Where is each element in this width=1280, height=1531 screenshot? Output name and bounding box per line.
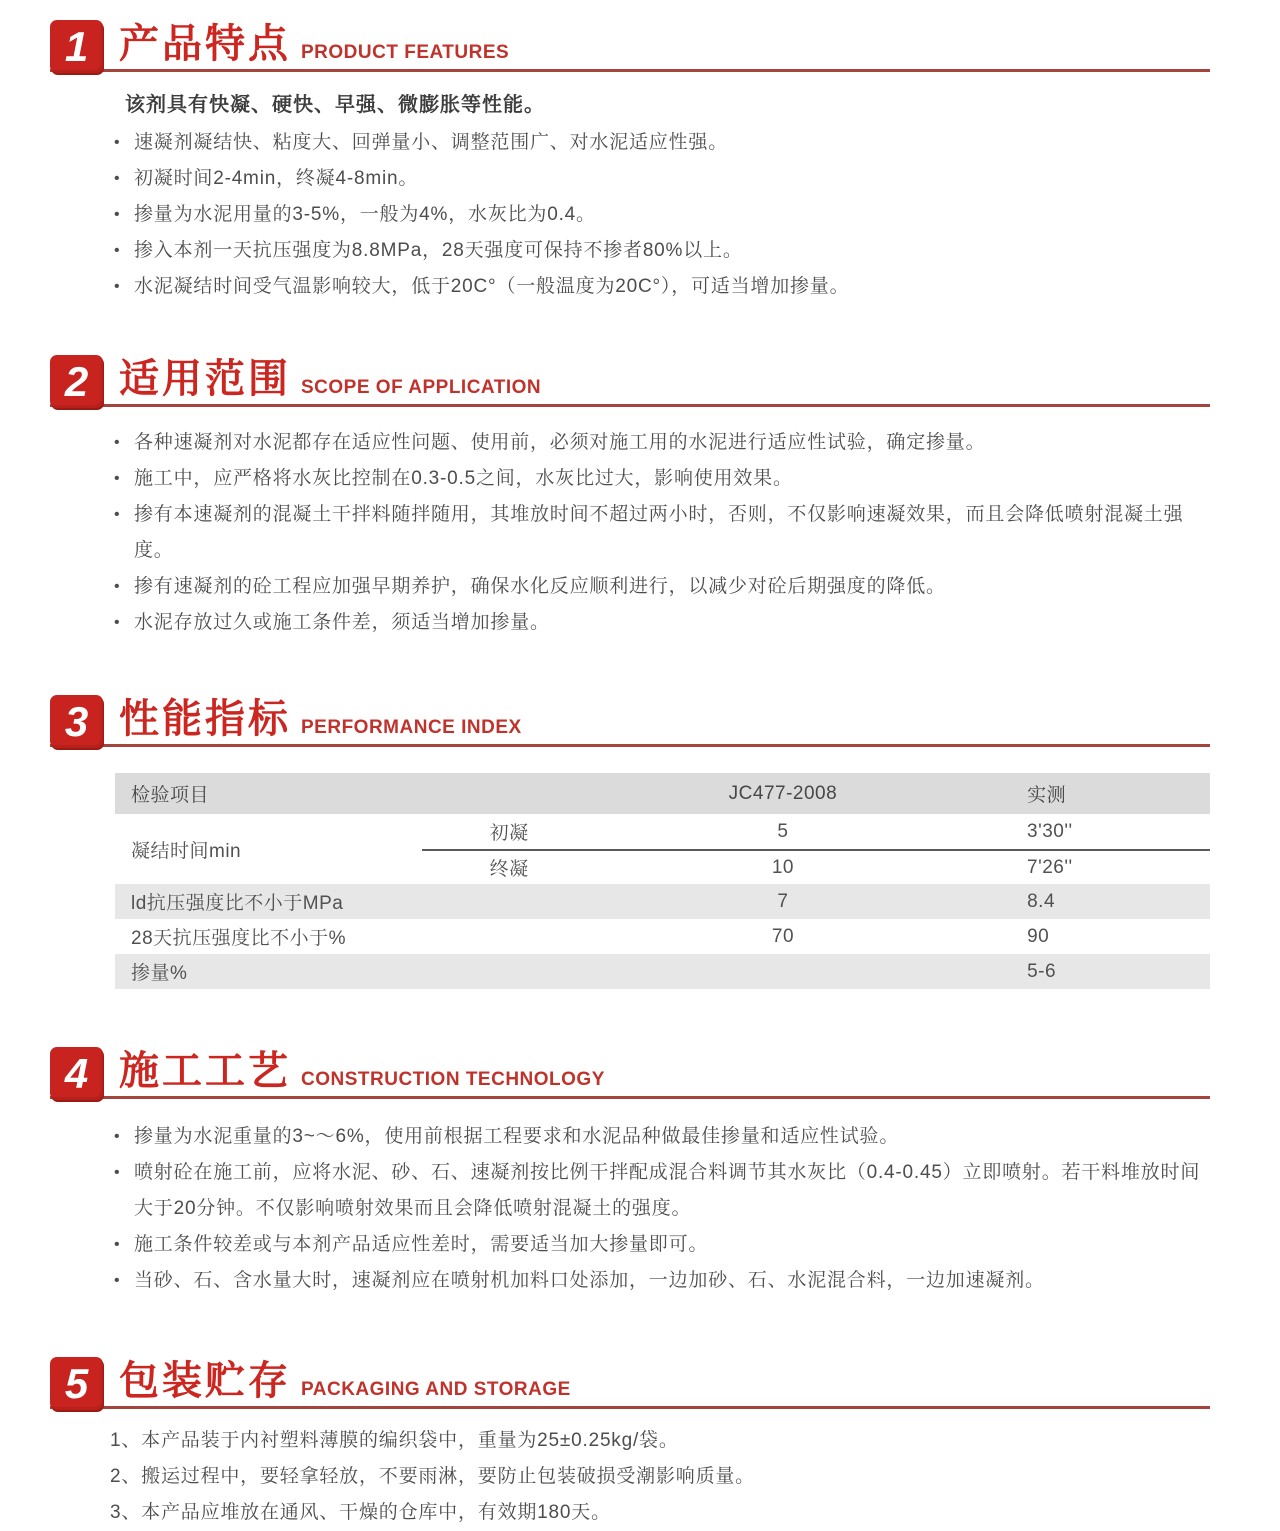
section-title-zh: 适用范围 xyxy=(119,357,291,401)
feature-bullet: • 掺量为水泥用量的3-5%，一般为4%，水灰比为0.4。 xyxy=(112,197,1210,233)
section-gap xyxy=(0,305,1280,355)
construction-bullet: • 掺量为水泥重量的3~～6%，使用前根据工程要求和水泥品种做最佳掺量和适应性试验。 xyxy=(112,1119,1210,1155)
section-titles xyxy=(119,699,522,739)
construction-bullet: • 施工条件较差或与本剂产品适应性差时，需要适当加大掺量即可。 xyxy=(112,1227,1210,1263)
row-standard-value: 7 xyxy=(777,890,789,912)
scope-bullet: • 各种速凝剂对水泥都存在适应性问题、使用前，必须对施工用的水泥进行适应性试验，确定掺量。 xyxy=(112,425,1210,461)
construction-list xyxy=(112,1119,1210,1299)
section-title-en: CONSTRUCTION TECHNOLOGY xyxy=(301,1069,605,1090)
table-row xyxy=(115,919,1210,954)
section-title-en: PACKAGING AND STORAGE xyxy=(301,1379,571,1400)
section-gap xyxy=(0,989,1280,1047)
table-header-item: 检验项目 xyxy=(131,785,210,806)
row-measured-value: 5-6 xyxy=(1027,960,1057,982)
section-number-badge xyxy=(50,1357,103,1410)
section-title-en: PRODUCT FEATURES xyxy=(301,42,510,63)
section-title-en: SCOPE OF APPLICATION xyxy=(301,377,542,398)
section-gap xyxy=(0,1299,1280,1357)
packaging-list xyxy=(110,1423,1210,1531)
row-measured-value: 90 xyxy=(1027,925,1050,947)
table-header-measured: 实测 xyxy=(1027,785,1067,806)
section-gap xyxy=(0,641,1280,695)
section-header-packaging xyxy=(50,1357,1210,1409)
row-label: 凝结时间min xyxy=(131,840,242,862)
section-header-product-features xyxy=(50,20,1210,72)
section-number-badge xyxy=(50,1047,103,1100)
section-title-zh: 产品特点 xyxy=(119,22,291,66)
features-intro: 该剂具有快凝、硬快、早强、微膨胀等性能。 xyxy=(125,94,545,116)
scope-bullet: • 水泥存放过久或施工条件差，须适当增加掺量。 xyxy=(112,605,1210,641)
section-number: 2 xyxy=(64,357,89,405)
performance-table xyxy=(115,773,1210,989)
section-number-badge xyxy=(50,20,103,73)
section-titles xyxy=(119,24,509,64)
section-number: 5 xyxy=(64,1359,89,1407)
subrow-standard-value: 5 xyxy=(777,820,789,842)
subrow-name: 初凝 xyxy=(489,823,529,844)
row-measured-value: 8.4 xyxy=(1027,890,1056,912)
section-number: 1 xyxy=(64,22,89,70)
row-standard-value: 70 xyxy=(771,925,795,947)
row-label: ld抗压强度比不小于MPa xyxy=(131,893,344,914)
section-number-badge xyxy=(50,695,103,748)
table-row xyxy=(115,954,1210,989)
feature-bullet: • 掺入本剂一天抗压强度为8.8MPa，28天强度可保持不掺者80%以上。 xyxy=(112,233,1210,269)
scope-bullet: • 施工中，应严格将水灰比控制在0.3-0.5之间，水灰比过大，影响使用效果。 xyxy=(112,461,1210,497)
section-title-zh: 施工工艺 xyxy=(119,1049,291,1093)
table-row-setting-time xyxy=(115,814,1210,884)
section-number: 4 xyxy=(64,1049,89,1097)
packaging-item: 3、本产品应堆放在通风、干燥的仓库中，有效期180天。 xyxy=(110,1502,611,1523)
setting-time-subrows xyxy=(422,814,1210,884)
packaging-item: 2、搬运过程中，要轻拿轻放，不要雨淋，要防止包装破损受潮影响质量。 xyxy=(110,1466,755,1487)
table-header-row xyxy=(115,773,1210,814)
scope-list xyxy=(112,425,1210,641)
features-list xyxy=(112,125,1210,305)
feature-bullet: • 初凝时间2-4min，终凝4-8min。 xyxy=(112,161,1210,197)
section-header-scope xyxy=(50,355,1210,407)
subrow-standard-value: 10 xyxy=(771,856,794,878)
section-titles xyxy=(119,1051,605,1091)
section-titles xyxy=(119,359,541,399)
section-title-zh: 性能指标 xyxy=(119,697,291,741)
packaging-item: 1、本产品装于内衬塑料薄膜的编织袋中，重量为25±0.25kg/袋。 xyxy=(110,1430,679,1451)
scope-bullet: • 掺有速凝剂的砼工程应加强早期养护，确保水化反应顺利进行，以减少对砼后期强度的降低。 xyxy=(112,569,1210,605)
table-row xyxy=(115,884,1210,919)
section-number-badge xyxy=(50,355,103,408)
subrow-measured-value: 3'30'' xyxy=(1027,820,1073,842)
subrow-name: 终凝 xyxy=(489,859,529,880)
subrow-final-set xyxy=(422,849,1210,884)
section-header-construction xyxy=(50,1047,1210,1099)
section-header-performance xyxy=(50,695,1210,747)
feature-bullet: • 速凝剂凝结快、粘度大、回弹量小、调整范围广、对水泥适应性强。 xyxy=(112,125,1210,161)
construction-bullet: • 当砂、石、含水量大时，速凝剂应在喷射机加料口处添加，一边加砂、石、水泥混合料，一边加速凝剂。 xyxy=(112,1263,1210,1299)
scope-bullet: • 掺有本速凝剂的混凝土干拌料随拌随用，其堆放时间不超过两小时，否则，不仅影响速凝效果，而且会降低喷射混凝土强度。 xyxy=(112,497,1210,569)
section-titles xyxy=(119,1361,571,1401)
subrow-measured-value: 7'26'' xyxy=(1027,856,1073,878)
table-header-standard: JC477-2008 xyxy=(728,782,838,804)
section-title-zh: 包装贮存 xyxy=(119,1359,291,1403)
section-title-en: PERFORMANCE INDEX xyxy=(301,717,522,738)
row-label: 28天抗压强度比不小于% xyxy=(131,928,347,949)
feature-bullet: • 水泥凝结时间受气温影响较大，低于20C°（一般温度为20C°），可适当增加掺量。 xyxy=(112,269,1210,305)
section-number: 3 xyxy=(64,697,89,745)
construction-bullet: • 喷射砼在施工前，应将水泥、砂、石、速凝剂按比例干拌配成混合料调节其水灰比（0.4-0.45）立即喷射。若干料堆放时间大于20分钟。不仅影响喷射效果而且会降低喷射混凝土的强度。 xyxy=(112,1155,1210,1227)
subrow-initial-set xyxy=(422,814,1210,849)
row-label: 掺量% xyxy=(131,963,188,984)
